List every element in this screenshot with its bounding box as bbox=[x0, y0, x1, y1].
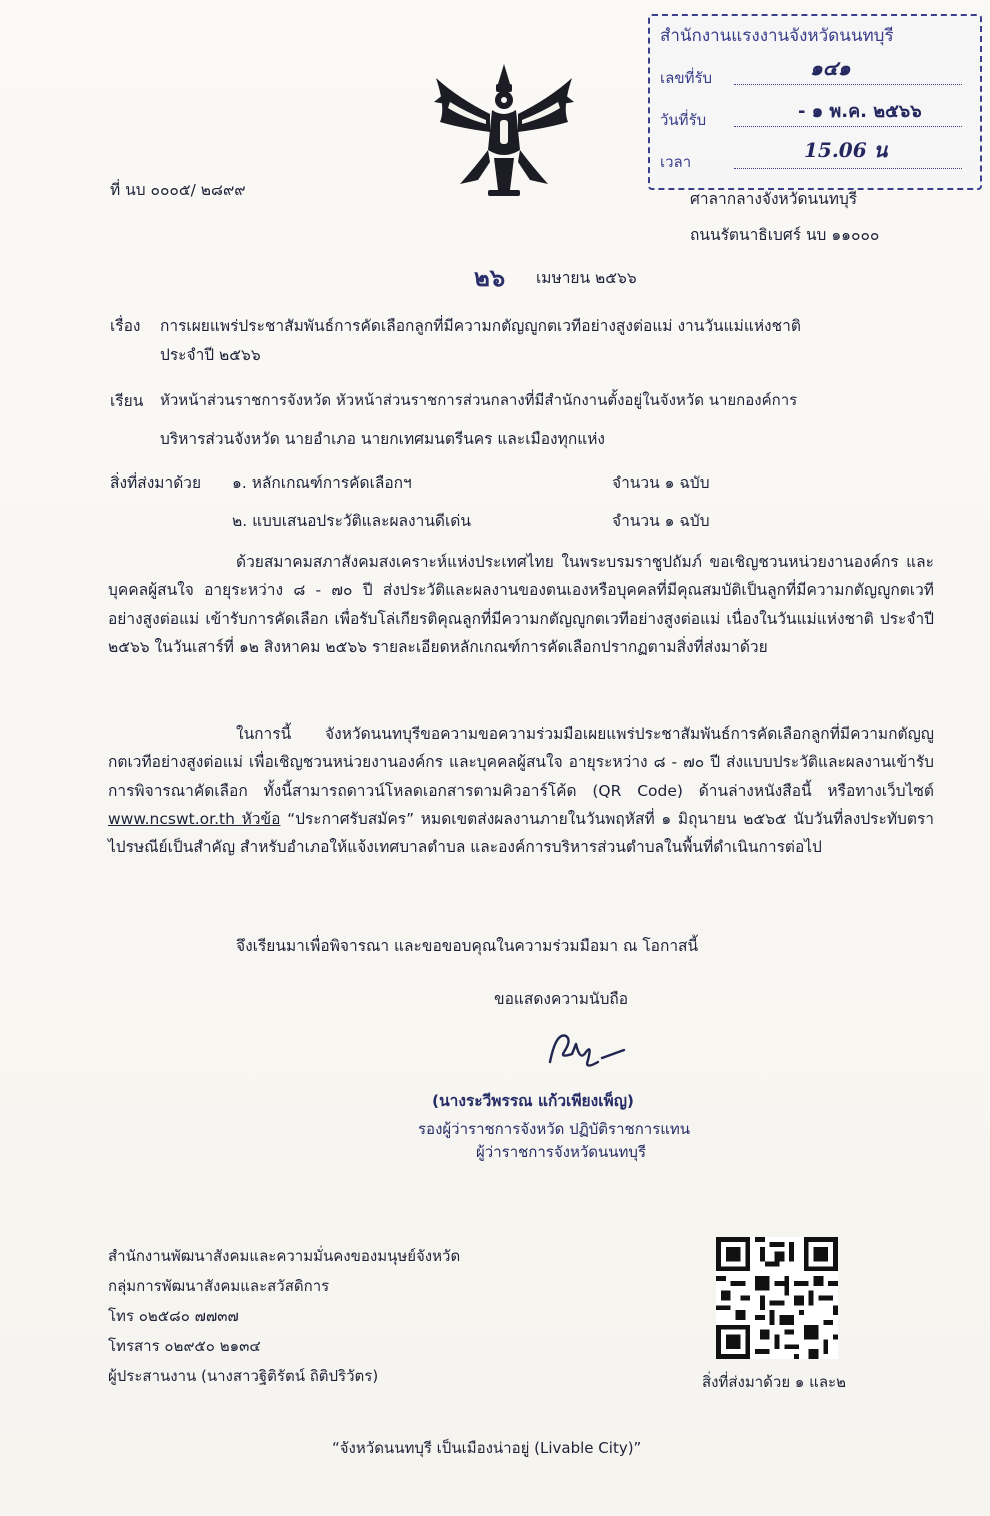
footer-coordinator: ผู้ประสานงาน (นางสาวฐิติรัตน์ ถิติปริวัตร) bbox=[108, 1367, 379, 1385]
stamp-office: สำนักงานแรงงานจังหวัดนนทบุรี bbox=[660, 26, 894, 46]
body-paragraph-2-text: ในการนี้ จังหวัดนนทบุรีขอความขอความร่วมมือเผยแพร่ประชาสัมพันธ์การคัดเลือกลูกที่มีความกตัญญูกตเวทีอย่างสูงต่อแม่ เพื่อเชิญชวนหน่วยงานองค์กร และบุคคลผู้สนใจ อายุระหว่าง ๘ - ๗๐ ปี ส่งแบบประวัติและผลงานเข้ารับการพิจารณาคัดเลือก ทั้งนี้สามารถดาวน์โหลดเอกสารตามคิวอาร์โค้ด (QR Code) ด้านล่างหนังสือนี้ หรือทางเว็บไซต์ bbox=[108, 725, 934, 800]
stamp-date: - ๑ พ.ค. ๒๕๖๖ bbox=[798, 101, 922, 122]
body-paragraph-2-text-end: “ประกาศรับสมัคร” หมดเขตส่งผลงานภายในวันพฤหัสที่ ๑ มิถุนายน ๒๕๖๕ นับวันที่ลงประทับตราไปรษณีย์เป็นสำคัญ สำหรับอำเภอให้แจ้งเทศบาลตำบล และองค์การบริหารส่วนตำบลในพื้นที่ดำเนินการต่อไป bbox=[108, 809, 934, 857]
enclosure-item: ๒. แบบเสนอประวัติและผลงานดีเด่น bbox=[232, 512, 471, 530]
stamp-time: 15.06 น bbox=[804, 138, 888, 162]
signer-name: (นางระวีพรรณ แก้วเพียงเพ็ญ) bbox=[432, 1092, 634, 1110]
to-line-2: บริหารส่วนจังหวัด นายอำเภอ นายกเทศมนตรีนคร และเมืองทุกแห่ง bbox=[160, 430, 606, 448]
signature-icon bbox=[542, 1022, 632, 1074]
qr-code-icon[interactable] bbox=[716, 1237, 838, 1359]
stamp-dotted-line bbox=[734, 84, 962, 85]
receipt-stamp bbox=[648, 14, 982, 190]
enclosure-item: ๑. หลักเกณฑ์การคัดเลือกฯ bbox=[232, 474, 412, 492]
stamp-date-label: วันที่รับ bbox=[660, 111, 707, 129]
stamp-dotted-line bbox=[734, 126, 962, 127]
body-paragraph-3: จึงเรียนมาเพื่อพิจารณา และขอขอบคุณในความร่วมมือมา ณ โอกาสนี้ bbox=[236, 937, 699, 955]
subject-line-2: ประจำปี ๒๕๖๖ bbox=[160, 346, 261, 364]
stamp-dotted-line bbox=[734, 168, 962, 169]
footer-slogan: “จังหวัดนนทบุรี เป็นเมืองน่าอยู่ (Livable City)” bbox=[332, 1439, 642, 1457]
stamp-receipt-no-label: เลขที่รับ bbox=[660, 69, 713, 87]
body-paragraph-2 bbox=[108, 720, 934, 861]
reference-number: ที่ นบ ๐๐๐๕/ ๒๘๙๙ bbox=[110, 181, 246, 199]
enclosure-qty: จำนวน ๑ ฉบับ bbox=[612, 512, 710, 530]
enclosures-label: สิ่งที่ส่งมาด้วย bbox=[110, 474, 202, 492]
closing-phrase: ขอแสดงความนับถือ bbox=[494, 990, 629, 1008]
body-paragraph-1: ด้วยสมาคมสภาสังคมสงเคราะห์แห่งประเทศไทย ในพระบรมราชูปถัมภ์ ขอเชิญชวนหน่วยงานองค์กร และบุคคลผู้สนใจ อายุระหว่าง ๘ - ๗๐ ปี ส่งประวัติและผลงานของตนเองหรือบุคคลที่มีคุณสมบัติเป็นลูกที่มีความกตัญญูกตเวทีอย่างสูงต่อแม่ เข้ารับการคัดเลือก เพื่อรับโล่เกียรติคุณลูกที่มีความกตัญญูกตเวทีอย่างสูงต่อแม่ เนื่องในวันแม่แห่งชาติ ประจำปี ๒๕๖๖ ในวันเสาร์ที่ ๑๒ สิงหาคม ๒๕๖๖ รายละเอียดหลักเกณฑ์การคัดเลือกปรากฏตามสิ่งที่ส่งมาด้วย bbox=[108, 553, 934, 656]
qr-caption: สิ่งที่ส่งมาด้วย ๑ และ๒ bbox=[702, 1373, 846, 1391]
footer-tel: โทร ๐๒๕๘๐ ๗๗๓๗ bbox=[108, 1307, 239, 1325]
stamp-time-label: เวลา bbox=[660, 153, 692, 171]
date-month-year: เมษายน ๒๕๖๖ bbox=[536, 269, 637, 287]
to-line-1: หัวหน้าส่วนราชการจังหวัด หัวหน้าส่วนราชการส่วนกลางที่มีสำนักงานตั้งอยู่ในจังหวัด นายกองค์การ bbox=[160, 391, 798, 409]
website-link[interactable]: www.ncswt.or.th หัวข้อ bbox=[108, 809, 281, 828]
date-day: ๒๖ bbox=[474, 263, 506, 292]
signer-title-2: ผู้ว่าราชการจังหวัดนนทบุรี bbox=[476, 1143, 646, 1161]
subject-label: เรื่อง bbox=[110, 317, 141, 335]
garuda-emblem-icon bbox=[430, 58, 578, 200]
signer-title-1: รองผู้ว่าราชการจังหวัด ปฏิบัติราชการแทน bbox=[418, 1120, 691, 1138]
enclosure-qty: จำนวน ๑ ฉบับ bbox=[612, 474, 710, 492]
sender-address: ถนนรัตนาธิเบศร์ นบ ๑๑๐๐๐ bbox=[690, 226, 880, 244]
sender-office: ศาลากลางจังหวัดนนทบุรี bbox=[690, 190, 858, 208]
footer-group: กลุ่มการพัฒนาสังคมและสวัสดิการ bbox=[108, 1277, 330, 1295]
stamp-receipt-no: ๑๔๑ bbox=[810, 56, 851, 80]
footer-office: สำนักงานพัฒนาสังคมและความมั่นคงของมนุษย์จังหวัด bbox=[108, 1247, 461, 1265]
subject-line-1: การเผยแพร่ประชาสัมพันธ์การคัดเลือกลูกที่มีความกตัญญูกตเวทีอย่างสูงต่อแม่ งานวันแม่แห่งชาติ bbox=[160, 317, 801, 335]
footer-fax: โทรสาร ๐๒๙๕๐ ๒๑๓๔ bbox=[108, 1337, 261, 1355]
to-label: เรียน bbox=[110, 392, 144, 410]
